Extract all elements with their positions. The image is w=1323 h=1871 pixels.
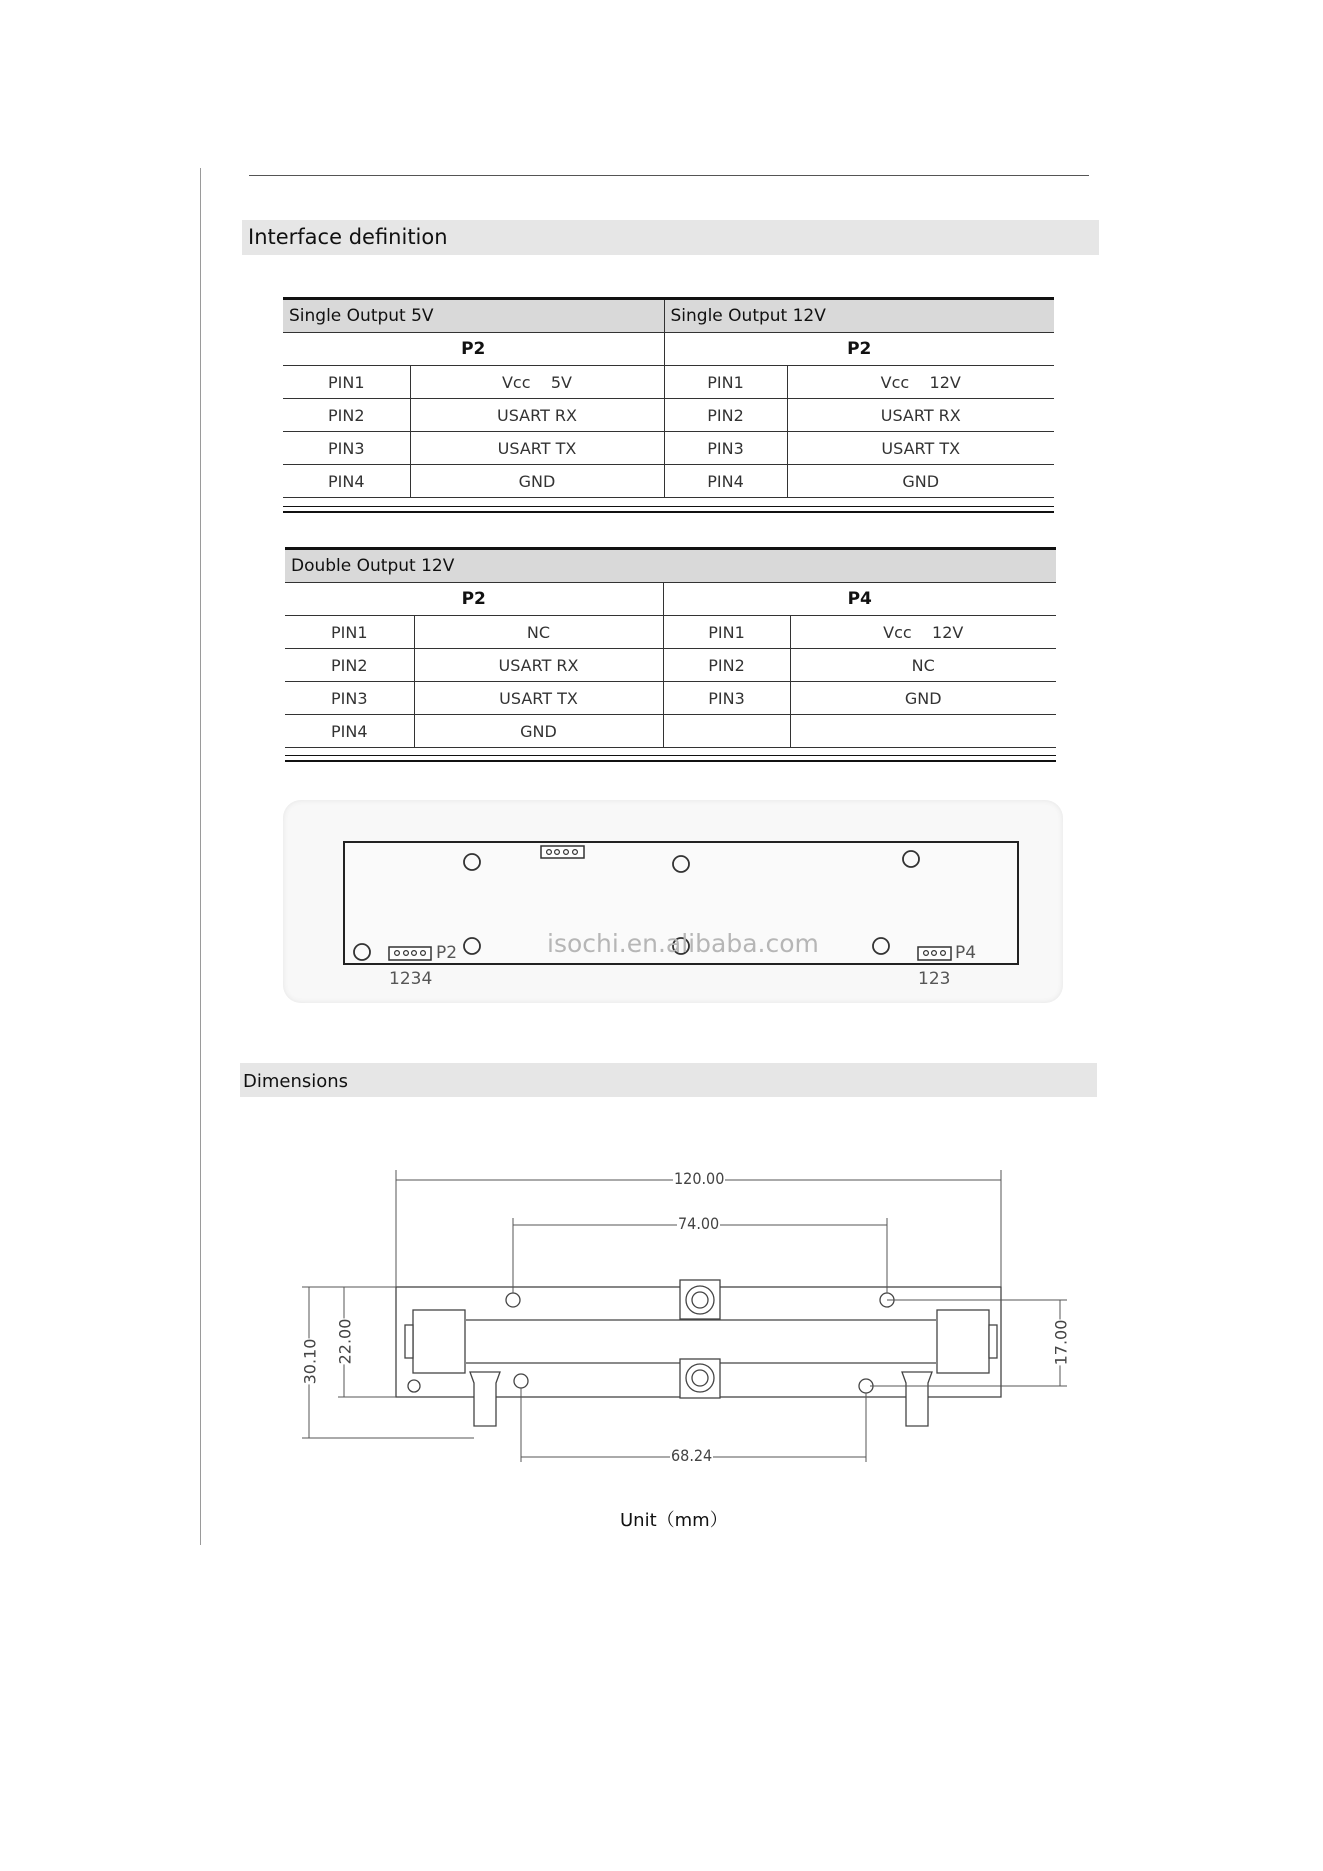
pin-cell: PIN3 [664,432,787,465]
pin-cell: PIN3 [663,682,790,715]
value-cell: GND [790,682,1056,715]
value-cell: Vcc 12V [790,616,1056,649]
value-cell: Vcc 12V [787,366,1054,399]
p2-pin-numbers: 1234 [389,969,433,989]
value-cell: NC [414,616,663,649]
port-label: P2 [664,333,1054,366]
left-nozzle [470,1372,500,1426]
value-cell: USART TX [410,432,664,465]
right-block [937,1310,989,1373]
pin-cell: PIN1 [283,366,410,399]
hole [408,1380,420,1392]
value-cell: USART RX [787,399,1054,432]
pin-cell: PIN4 [283,465,410,498]
value-cell: NC [790,649,1056,682]
section-title: Interface definition [248,225,448,249]
pin-cell: PIN3 [283,432,410,465]
dim-overall-width: 120.00 [674,1169,725,1188]
port-label: P2 [285,583,663,616]
pin-cell: PIN2 [285,649,414,682]
value-cell: Vcc 5V [410,366,664,399]
left-block [413,1310,465,1373]
right-nozzle [902,1372,932,1426]
dim-bottom-holes: 68.24 [671,1446,713,1465]
port-label: P4 [663,583,1056,616]
value-cell: GND [787,465,1054,498]
pin-cell: PIN2 [283,399,410,432]
value-cell: USART RX [410,399,664,432]
p2-label: P2 [436,943,458,963]
pin-cell: PIN1 [663,616,790,649]
p4-label: P4 [955,943,977,963]
value-cell: GND [410,465,664,498]
value-cell: USART RX [414,649,663,682]
pin-cell: PIN4 [664,465,787,498]
right-cap [989,1325,997,1358]
value-cell: GND [414,715,663,748]
watermark: isochi.en.alibaba.com [547,929,819,958]
value-cell: USART TX [787,432,1054,465]
left-cap [405,1325,413,1358]
table-title: Single Output 5V [283,299,664,333]
unit-label: Unit（mm） [620,1510,728,1531]
table-title: Double Output 12V [285,549,1056,583]
dim-right-height: 17.00 [1051,1319,1071,1366]
hole [514,1374,528,1388]
port-label: P2 [283,333,664,366]
dim-overall-height: 30.10 [300,1338,320,1385]
pin-cell: PIN4 [285,715,414,748]
p4-pin-numbers: 123 [918,969,951,989]
pin-cell: PIN1 [285,616,414,649]
pin-cell: PIN1 [664,366,787,399]
dim-top-holes: 74.00 [678,1214,720,1233]
value-cell: USART TX [414,682,663,715]
table-title: Single Output 12V [664,299,1054,333]
hole [506,1293,520,1307]
pin-cell: PIN2 [664,399,787,432]
pin-cell: PIN3 [285,682,414,715]
pin-cell: PIN2 [663,649,790,682]
dim-board-height: 22.00 [335,1318,355,1365]
section-title: Dimensions [243,1071,349,1092]
